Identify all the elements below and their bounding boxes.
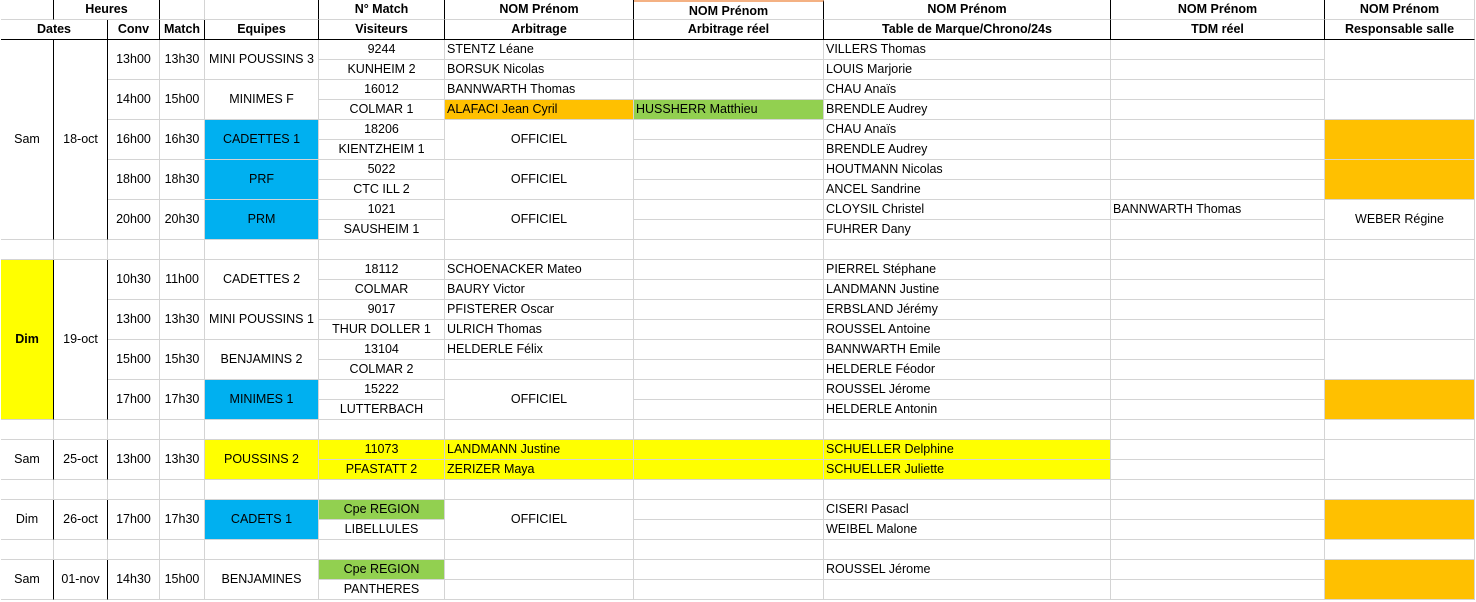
match-number-cell[interactable]: 1021 (319, 200, 445, 220)
header-equipes-top[interactable] (205, 0, 319, 20)
spacer-cell[interactable] (108, 420, 160, 440)
day-cell[interactable]: Dim (1, 260, 54, 420)
arbitrage-cell[interactable]: OFFICIEL (445, 200, 634, 240)
tdm-reel-cell[interactable] (1111, 460, 1325, 480)
tdm-reel-cell[interactable] (1111, 320, 1325, 340)
match-time-cell[interactable]: 15h00 (160, 560, 205, 600)
table-marque-cell[interactable]: BANNWARTH Emile (824, 340, 1111, 360)
tdm-reel-cell[interactable] (1111, 40, 1325, 60)
team-cell[interactable]: MINI POUSSINS 3 (205, 40, 319, 80)
conv-time-cell[interactable]: 14h30 (108, 560, 160, 600)
spacer-cell[interactable] (445, 540, 634, 560)
tdm-reel-cell[interactable] (1111, 260, 1325, 280)
conv-time-cell[interactable]: 17h00 (108, 380, 160, 420)
tdm-reel-cell[interactable] (1111, 80, 1325, 100)
team-cell[interactable]: CADETTES 1 (205, 120, 319, 160)
match-time-cell[interactable]: 17h30 (160, 500, 205, 540)
conv-time-cell[interactable]: 13h00 (108, 300, 160, 340)
arbitrage-cell[interactable]: LANDMANN Justine (445, 440, 634, 460)
responsable-salle-cell[interactable] (1325, 380, 1475, 420)
arbitrage-cell[interactable]: STENTZ Léane (445, 40, 634, 60)
match-time-cell[interactable]: 16h30 (160, 120, 205, 160)
visitor-cell[interactable]: PANTHERES (319, 580, 445, 600)
day-cell[interactable]: Dim (1, 500, 54, 540)
spacer-cell[interactable] (205, 480, 319, 500)
spacer-cell[interactable] (205, 240, 319, 260)
responsable-salle-cell[interactable] (1325, 440, 1475, 480)
responsable-salle-cell[interactable] (1325, 300, 1475, 340)
team-cell[interactable]: BENJAMINES (205, 560, 319, 600)
arbitrage-cell[interactable] (445, 360, 634, 380)
table-marque-cell[interactable]: VILLERS Thomas (824, 40, 1111, 60)
table-marque-cell[interactable]: WEIBEL Malone (824, 520, 1111, 540)
spacer-cell[interactable] (319, 420, 445, 440)
tdm-reel-cell[interactable] (1111, 560, 1325, 580)
arbitrage-reel-cell[interactable] (634, 560, 824, 580)
spacer-cell[interactable] (1111, 540, 1325, 560)
visitor-cell[interactable]: KIENTZHEIM 1 (319, 140, 445, 160)
header-dates[interactable]: Dates (1, 20, 108, 40)
tdm-reel-cell[interactable]: BANNWARTH Thomas (1111, 200, 1325, 220)
header-nom-prenom-tdm-reel[interactable]: NOM Prénom (1111, 0, 1325, 20)
spacer-cell[interactable] (824, 540, 1111, 560)
responsable-salle-cell[interactable] (1325, 260, 1475, 300)
date-cell[interactable]: 19-oct (54, 260, 108, 420)
date-cell[interactable]: 01-nov (54, 560, 108, 600)
header-equipes[interactable]: Equipes (205, 20, 319, 40)
visitor-cell[interactable]: COLMAR (319, 280, 445, 300)
conv-time-cell[interactable]: 13h00 (108, 40, 160, 80)
responsable-salle-cell[interactable] (1325, 80, 1475, 120)
team-cell[interactable]: MINIMES 1 (205, 380, 319, 420)
match-time-cell[interactable]: 11h00 (160, 260, 205, 300)
tdm-reel-cell[interactable] (1111, 120, 1325, 140)
table-marque-cell[interactable]: ROUSSEL Antoine (824, 320, 1111, 340)
responsable-salle-cell[interactable] (1325, 160, 1475, 200)
header-visiteurs[interactable]: Visiteurs (319, 20, 445, 40)
visitor-cell[interactable]: LUTTERBACH (319, 400, 445, 420)
header-conv[interactable]: Conv (108, 20, 160, 40)
match-number-cell[interactable]: 9244 (319, 40, 445, 60)
spacer-cell[interactable] (634, 480, 824, 500)
visitor-cell[interactable]: COLMAR 2 (319, 360, 445, 380)
table-marque-cell[interactable]: LANDMANN Justine (824, 280, 1111, 300)
header-nom-prenom-arb-reel[interactable]: NOM Prénom (634, 0, 824, 20)
team-cell[interactable]: MINIMES F (205, 80, 319, 120)
spacer-cell[interactable] (1325, 480, 1475, 500)
responsable-salle-cell[interactable] (1325, 340, 1475, 380)
responsable-salle-cell[interactable]: WEBER Régine (1325, 200, 1475, 240)
conv-time-cell[interactable]: 16h00 (108, 120, 160, 160)
spacer-cell[interactable] (824, 480, 1111, 500)
match-time-cell[interactable]: 13h30 (160, 300, 205, 340)
spacer-cell[interactable] (445, 240, 634, 260)
match-number-cell[interactable]: Cpe REGION (319, 500, 445, 520)
match-number-cell[interactable]: 11073 (319, 440, 445, 460)
arbitrage-reel-cell[interactable] (634, 440, 824, 460)
table-marque-cell[interactable]: ROUSSEL Jérome (824, 560, 1111, 580)
conv-time-cell[interactable]: 15h00 (108, 340, 160, 380)
table-marque-cell[interactable]: ANCEL Sandrine (824, 180, 1111, 200)
spacer-cell[interactable] (1111, 420, 1325, 440)
spacer-cell[interactable] (1, 480, 54, 500)
table-marque-cell[interactable]: HELDERLE Féodor (824, 360, 1111, 380)
arbitrage-reel-cell[interactable] (634, 280, 824, 300)
visitor-cell[interactable]: CTC ILL 2 (319, 180, 445, 200)
spacer-cell[interactable] (108, 240, 160, 260)
spacer-cell[interactable] (634, 420, 824, 440)
spacer-cell[interactable] (445, 420, 634, 440)
tdm-reel-cell[interactable] (1111, 300, 1325, 320)
arbitrage-reel-cell[interactable]: HUSSHERR Matthieu (634, 100, 824, 120)
match-time-cell[interactable]: 13h30 (160, 440, 205, 480)
table-marque-cell[interactable]: SCHUELLER Juliette (824, 460, 1111, 480)
spacer-cell[interactable] (54, 480, 108, 500)
arbitrage-reel-cell[interactable] (634, 180, 824, 200)
match-time-cell[interactable]: 17h30 (160, 380, 205, 420)
arbitrage-reel-cell[interactable] (634, 580, 824, 600)
team-cell[interactable]: PRM (205, 200, 319, 240)
header-num-match[interactable]: N° Match (319, 0, 445, 20)
tdm-reel-cell[interactable] (1111, 400, 1325, 420)
tdm-reel-cell[interactable] (1111, 580, 1325, 600)
spacer-cell[interactable] (319, 540, 445, 560)
match-number-cell[interactable]: 18206 (319, 120, 445, 140)
table-marque-cell[interactable]: HELDERLE Antonin (824, 400, 1111, 420)
spacer-cell[interactable] (160, 540, 205, 560)
spacer-cell[interactable] (824, 240, 1111, 260)
header-table-de-marque[interactable]: Table de Marque/Chrono/24s (824, 20, 1111, 40)
arbitrage-cell[interactable]: SCHOENACKER Mateo (445, 260, 634, 280)
tdm-reel-cell[interactable] (1111, 440, 1325, 460)
spacer-cell[interactable] (1, 540, 54, 560)
tdm-reel-cell[interactable] (1111, 180, 1325, 200)
tdm-reel-cell[interactable] (1111, 100, 1325, 120)
tdm-reel-cell[interactable] (1111, 380, 1325, 400)
responsable-salle-cell[interactable] (1325, 120, 1475, 160)
arbitrage-reel-cell[interactable] (634, 360, 824, 380)
responsable-salle-cell[interactable] (1325, 40, 1475, 80)
arbitrage-cell[interactable] (445, 580, 634, 600)
tdm-reel-cell[interactable] (1111, 140, 1325, 160)
header-heures[interactable]: Heures (54, 0, 160, 20)
match-time-cell[interactable]: 15h00 (160, 80, 205, 120)
tdm-reel-cell[interactable] (1111, 500, 1325, 520)
arbitrage-reel-cell[interactable] (634, 320, 824, 340)
spacer-cell[interactable] (634, 240, 824, 260)
match-time-cell[interactable]: 18h30 (160, 160, 205, 200)
spacer-cell[interactable] (1111, 480, 1325, 500)
conv-time-cell[interactable]: 10h30 (108, 260, 160, 300)
spacer-cell[interactable] (1111, 240, 1325, 260)
arbitrage-reel-cell[interactable] (634, 380, 824, 400)
team-cell[interactable]: CADETS 1 (205, 500, 319, 540)
header-arbitrage-reel[interactable]: Arbitrage réel (634, 20, 824, 40)
arbitrage-reel-cell[interactable] (634, 60, 824, 80)
arbitrage-reel-cell[interactable] (634, 80, 824, 100)
arbitrage-reel-cell[interactable] (634, 500, 824, 520)
spacer-cell[interactable] (319, 240, 445, 260)
tdm-reel-cell[interactable] (1111, 280, 1325, 300)
arbitrage-reel-cell[interactable] (634, 340, 824, 360)
conv-time-cell[interactable]: 13h00 (108, 440, 160, 480)
match-number-cell[interactable]: 5022 (319, 160, 445, 180)
table-marque-cell[interactable]: ROUSSEL Jérome (824, 380, 1111, 400)
tdm-reel-cell[interactable] (1111, 340, 1325, 360)
match-number-cell[interactable]: 13104 (319, 340, 445, 360)
match-time-cell[interactable]: 13h30 (160, 40, 205, 80)
arbitrage-cell[interactable]: ZERIZER Maya (445, 460, 634, 480)
arbitrage-reel-cell[interactable] (634, 400, 824, 420)
spacer-cell[interactable] (634, 540, 824, 560)
arbitrage-cell[interactable]: OFFICIEL (445, 380, 634, 420)
header-responsable-salle[interactable]: Responsable salle (1325, 20, 1475, 40)
header-arbitrage[interactable]: Arbitrage (445, 20, 634, 40)
header-dates-top[interactable] (1, 0, 54, 20)
spacer-cell[interactable] (824, 420, 1111, 440)
conv-time-cell[interactable]: 18h00 (108, 160, 160, 200)
arbitrage-reel-cell[interactable] (634, 220, 824, 240)
spacer-cell[interactable] (54, 420, 108, 440)
table-marque-cell[interactable]: BRENDLE Audrey (824, 100, 1111, 120)
conv-time-cell[interactable]: 20h00 (108, 200, 160, 240)
spacer-cell[interactable] (160, 240, 205, 260)
team-cell[interactable]: MINI POUSSINS 1 (205, 300, 319, 340)
table-marque-cell[interactable]: CHAU Anaïs (824, 80, 1111, 100)
arbitrage-cell[interactable]: OFFICIEL (445, 500, 634, 540)
match-number-cell[interactable]: Cpe REGION (319, 560, 445, 580)
table-marque-cell[interactable] (824, 580, 1111, 600)
team-cell[interactable]: BENJAMINS 2 (205, 340, 319, 380)
tdm-reel-cell[interactable] (1111, 60, 1325, 80)
header-nom-prenom-resp[interactable]: NOM Prénom (1325, 0, 1475, 20)
arbitrage-cell[interactable]: OFFICIEL (445, 160, 634, 200)
spacer-cell[interactable] (108, 480, 160, 500)
header-blank[interactable] (160, 0, 205, 20)
header-tdm-reel[interactable]: TDM réel (1111, 20, 1325, 40)
spacer-cell[interactable] (1325, 240, 1475, 260)
spacer-cell[interactable] (319, 480, 445, 500)
spacer-cell[interactable] (160, 480, 205, 500)
team-cell[interactable]: PRF (205, 160, 319, 200)
arbitrage-reel-cell[interactable] (634, 460, 824, 480)
day-cell[interactable]: Sam (1, 560, 54, 600)
arbitrage-cell[interactable]: PFISTERER Oscar (445, 300, 634, 320)
table-marque-cell[interactable]: HOUTMANN Nicolas (824, 160, 1111, 180)
table-marque-cell[interactable]: FUHRER Dany (824, 220, 1111, 240)
arbitrage-reel-cell[interactable] (634, 120, 824, 140)
spacer-cell[interactable] (205, 420, 319, 440)
tdm-reel-cell[interactable] (1111, 160, 1325, 180)
header-nom-prenom-tdm[interactable]: NOM Prénom (824, 0, 1111, 20)
arbitrage-reel-cell[interactable] (634, 520, 824, 540)
arbitrage-cell[interactable]: BORSUK Nicolas (445, 60, 634, 80)
match-number-cell[interactable]: 18112 (319, 260, 445, 280)
table-marque-cell[interactable]: SCHUELLER Delphine (824, 440, 1111, 460)
visitor-cell[interactable]: THUR DOLLER 1 (319, 320, 445, 340)
responsable-salle-cell[interactable] (1325, 500, 1475, 540)
spacer-cell[interactable] (1, 420, 54, 440)
header-nom-prenom-arb[interactable]: NOM Prénom (445, 0, 634, 20)
arbitrage-cell[interactable]: HELDERLE Félix (445, 340, 634, 360)
table-marque-cell[interactable]: ERBSLAND Jérémy (824, 300, 1111, 320)
conv-time-cell[interactable]: 14h00 (108, 80, 160, 120)
spacer-cell[interactable] (54, 540, 108, 560)
arbitrage-cell[interactable]: BAURY Victor (445, 280, 634, 300)
arbitrage-reel-cell[interactable] (634, 300, 824, 320)
table-marque-cell[interactable]: BRENDLE Audrey (824, 140, 1111, 160)
spacer-cell[interactable] (54, 240, 108, 260)
team-cell[interactable]: POUSSINS 2 (205, 440, 319, 480)
visitor-cell[interactable]: KUNHEIM 2 (319, 60, 445, 80)
table-marque-cell[interactable]: LOUIS Marjorie (824, 60, 1111, 80)
visitor-cell[interactable]: PFASTATT 2 (319, 460, 445, 480)
table-marque-cell[interactable]: CHAU Anaïs (824, 120, 1111, 140)
arbitrage-reel-cell[interactable] (634, 160, 824, 180)
table-marque-cell[interactable]: CISERI Pasacl (824, 500, 1111, 520)
visitor-cell[interactable]: LIBELLULES (319, 520, 445, 540)
visitor-cell[interactable]: COLMAR 1 (319, 100, 445, 120)
day-cell[interactable]: Sam (1, 40, 54, 240)
date-cell[interactable]: 25-oct (54, 440, 108, 480)
arbitrage-cell[interactable]: OFFICIEL (445, 120, 634, 160)
table-marque-cell[interactable]: PIERREL Stéphane (824, 260, 1111, 280)
match-time-cell[interactable]: 15h30 (160, 340, 205, 380)
arbitrage-reel-cell[interactable] (634, 140, 824, 160)
conv-time-cell[interactable]: 17h00 (108, 500, 160, 540)
arbitrage-cell[interactable]: ULRICH Thomas (445, 320, 634, 340)
spacer-cell[interactable] (160, 420, 205, 440)
spacer-cell[interactable] (445, 480, 634, 500)
date-cell[interactable]: 18-oct (54, 40, 108, 240)
arbitrage-reel-cell[interactable] (634, 260, 824, 280)
match-number-cell[interactable]: 9017 (319, 300, 445, 320)
arbitrage-cell[interactable]: BANNWARTH Thomas (445, 80, 634, 100)
match-time-cell[interactable]: 20h30 (160, 200, 205, 240)
spacer-cell[interactable] (1325, 540, 1475, 560)
spacer-cell[interactable] (108, 540, 160, 560)
team-cell[interactable]: CADETTES 2 (205, 260, 319, 300)
arbitrage-cell[interactable] (445, 560, 634, 580)
arbitrage-reel-cell[interactable] (634, 200, 824, 220)
arbitrage-cell[interactable]: ALAFACI Jean Cyril (445, 100, 634, 120)
visitor-cell[interactable]: SAUSHEIM 1 (319, 220, 445, 240)
tdm-reel-cell[interactable] (1111, 360, 1325, 380)
tdm-reel-cell[interactable] (1111, 220, 1325, 240)
table-marque-cell[interactable]: CLOYSIL Christel (824, 200, 1111, 220)
spacer-cell[interactable] (1325, 420, 1475, 440)
spacer-cell[interactable] (1, 240, 54, 260)
tdm-reel-cell[interactable] (1111, 520, 1325, 540)
date-cell[interactable]: 26-oct (54, 500, 108, 540)
header-match[interactable]: Match (160, 20, 205, 40)
match-number-cell[interactable]: 16012 (319, 80, 445, 100)
day-cell[interactable]: Sam (1, 440, 54, 480)
responsable-salle-cell[interactable] (1325, 560, 1475, 600)
match-number-cell[interactable]: 15222 (319, 380, 445, 400)
spacer-cell[interactable] (205, 540, 319, 560)
arbitrage-reel-cell[interactable] (634, 40, 824, 60)
